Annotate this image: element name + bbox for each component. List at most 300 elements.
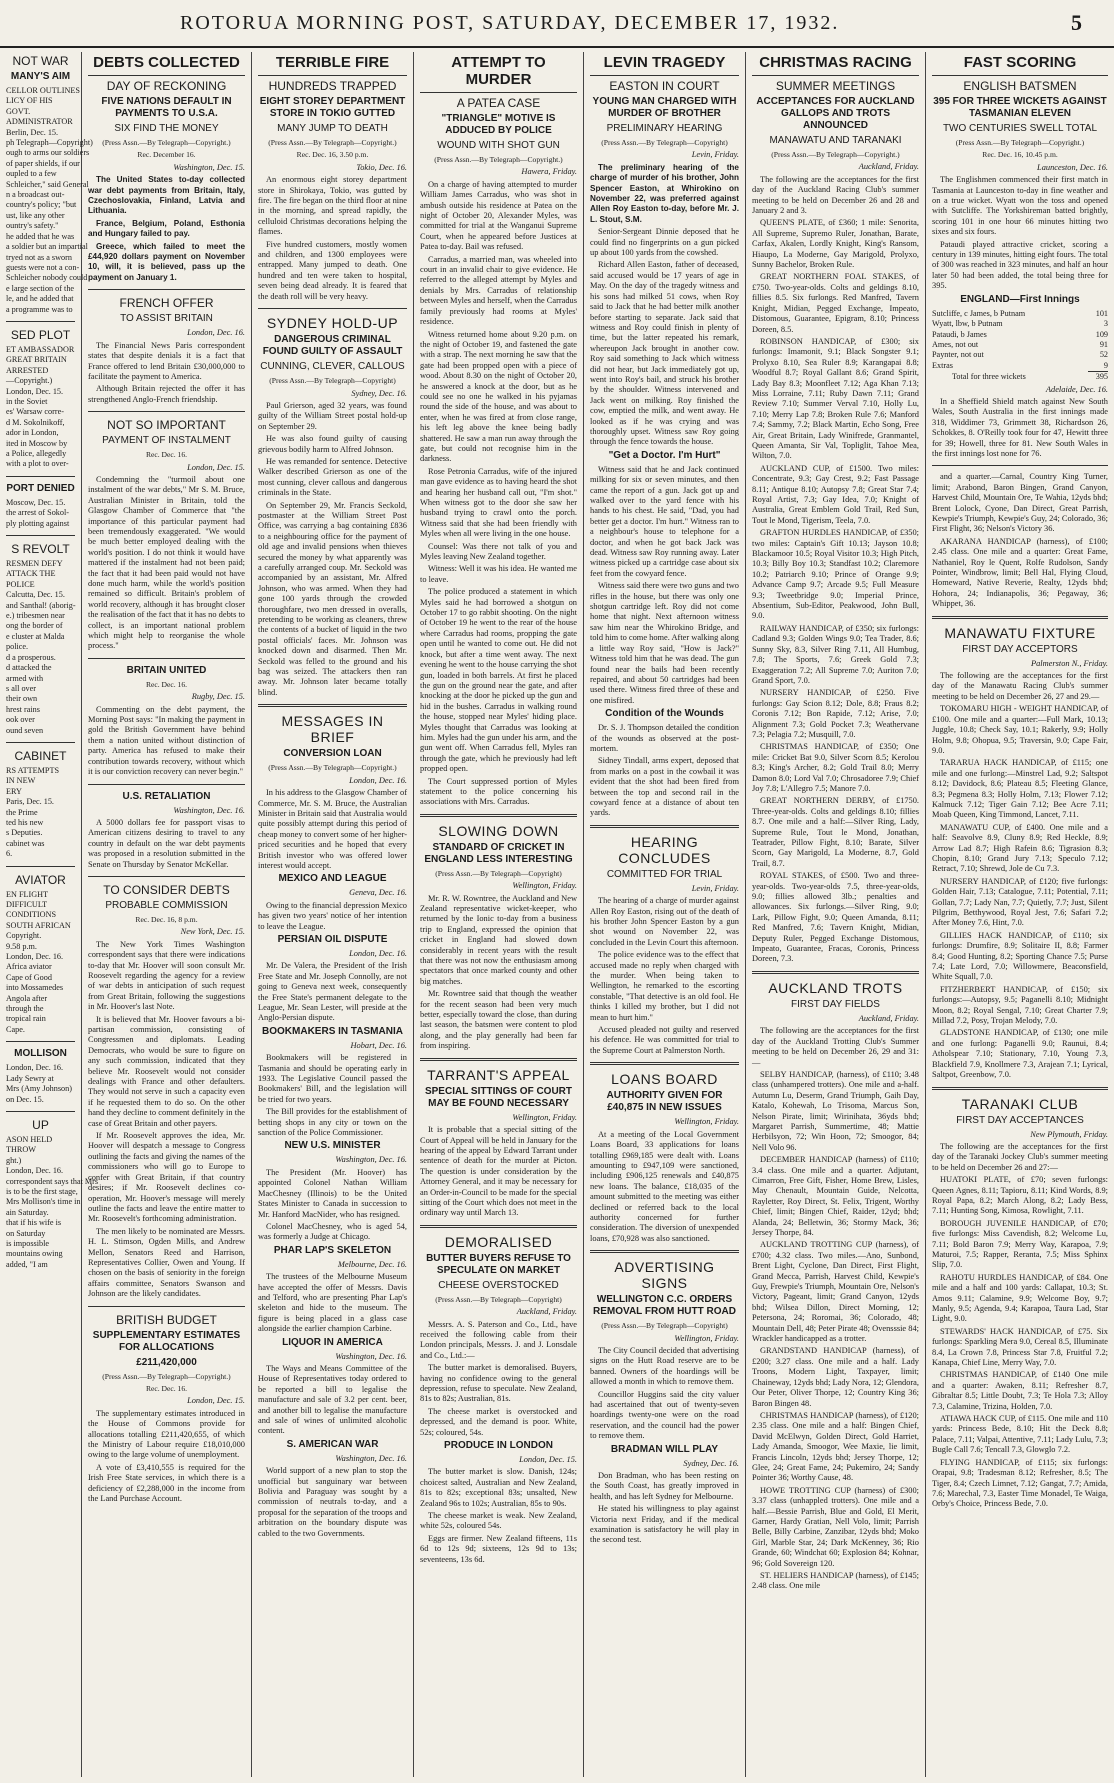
fragment-text	[6, 1134, 99, 1270]
subheadline: CONVERSION LOAN	[283, 748, 382, 760]
fragment-line: ted his new	[6, 817, 44, 827]
subheadline: CUNNING, CLEVER, CALLOUS	[260, 361, 405, 373]
table-row	[932, 319, 1108, 329]
byline: (Press Assn.—By Telegraph—Copyright.)	[955, 138, 1085, 147]
headline: LOANS BOARD	[611, 1071, 718, 1088]
fragment-line: ook over	[6, 715, 35, 725]
paragraph: Witness: Well it was his idea. He wanted me to leave.	[420, 564, 577, 584]
subheadline: DANGEROUS CRIMINAL FOUND GUILTY OF ASSAULT	[262, 334, 403, 358]
batsman: Wyatt, lbw, b Putnam	[932, 319, 1003, 329]
divider	[590, 1250, 739, 1253]
divider	[932, 616, 1108, 619]
divider	[88, 876, 245, 877]
runs: 3	[1103, 319, 1108, 329]
paragraph: TOKOMARU HIGH - WEIGHT HANDICAP, of £100. One mile and a quarter:—Full Mark, 10.13; Juggle, 10.8; Check Say, 10.1; Rakerly, 9.9; Holly Holm, 9.8; Ohopua, 9.5; Traversin, 9.0; Cape Fair, 9.0.	[932, 704, 1108, 755]
paragraph: GREAT NORTHERN DERBY, of £1750. Three-year-olds. Colts and geldings 8.10; fillies 8.7. One mile and a half:—Silver Ring, Lady, Supreme Rule, Tout le Mond, Jonathan, Teatrader, Pillow Fight, 8.10; Barate, Silver Scorn, Gay Marigold, La Moderne, 8.7, Gold Trail, 8.7.	[752, 796, 919, 868]
divider	[88, 411, 245, 412]
paragraph: The trustees of the Melbourne Museum have accepted the offer of Messrs. Davis and Telford, who are presenting Phar Lap's skeleton and hide to the museum. The figure is being placed in a glass case alongside the earlier champion Carbine.	[258, 1272, 407, 1334]
paragraph: CHRISTMAS HANDICAP (harness), of £120; 2.35 class. One mile and a half: Bingen Chief, David McElwyn, Golden Direct, Gold Harriet, Lady Amanda, Smoogor, Wee Maxie, lie limit, Francis Lincoln, 12yds bhd; Jersey Thorpe, 12; Glee, 24; Great Fame, 24; Pukemiro, 24; Sandy Pointer 36; Worthy Cause, 48.	[752, 1410, 919, 1483]
byline: (Press Assn.—By Telegraph—Copyright.)	[771, 150, 900, 159]
paragraph: In a Sheffield Shield match against New South Wales, South Australia in the first innings made 318, Widdimer 73, Grimmett 38, Richardson 26, Schokkes, 8. O'Reilly took four for 47, Hewitt three for 39; Howell, three for 81. New South Wales in the first innings lost none for 76.	[932, 396, 1108, 458]
fragment-line: through the	[6, 1004, 44, 1014]
subheadline: NEW U.S. MINISTER	[284, 1140, 381, 1152]
paragraph: HOWE TROTTING CUP (harness) of £300; 3.37 class (unhappled trotters). One mile and a half.—Bessie Parrish, Blue and Gold, El Merit, Garner, Hardy Gratian, Nell Volo, limit; Parrish Belle, Billy Carbine, Zanzibar, 12yds bhd; Moko Girl, Marble Star, 24; Dark McKenney, 36; Rio Grande, 60; Windchat 60; Explosion 84; Kohnar, 96; Gold Sovereign 120.	[752, 1485, 919, 1568]
fragment-line: e cluster at Malda	[6, 631, 65, 641]
subheadline: YOUNG MAN CHARGED WITH MURDER OF BROTHER	[592, 96, 737, 119]
subheadline: HUNDREDS TRAPPED	[268, 79, 397, 93]
subheadline: MANAWATU AND TARANAKI	[769, 135, 902, 146]
headline: SLOWING DOWN	[438, 822, 559, 839]
paragraph: The men likely to be nominated are Messrs. H. L. Stimson, Ogden Mills, and Andrew Mellon, Senators Reed and Harrison, Representatives Collier, Owen and Young. If chosen on the basis of seniority in the foreign affairs committee, Senators Swanson and Johnson are the likely candidates.	[88, 1226, 245, 1299]
subheadline: FIVE NATIONS DEFAULT IN PAYMENTS TO U.S.A.	[101, 96, 232, 119]
fragment-text	[6, 498, 75, 529]
subheadline: "TRIANGLE" MOTIVE IS ADDUCED BY POLICE	[441, 113, 556, 136]
paragraph: If Mr. Roosevelt approves the idea, Mr. Hoover will despatch a message to Congress outlining the facts and giving the names of the commissioners who will go to Europe to confer with Great Britain, if that country desires; if Mr. Roosevelt declines co-operation, Mr. Hoover's message will merely outline the facts and leave the entire matter to Mr. Roosevelt's forthcoming administration.	[88, 1131, 245, 1224]
paragraph: GILLIES HACK HANDICAP, of £110; six furlongs: Drumfire, 8.9; Solitaire II, 8.8; Farmer 8.4; Good Hunting, 8.2; Sporting Chance 7.5; Purse 7.4; Late Lord, 7.0; Willowmere, Beaconsfield, White Squall, 7.0.	[932, 930, 1108, 982]
subheadline: £211,420,000	[136, 1356, 197, 1368]
fragment-line: and Santhal! (aborig-	[6, 600, 76, 610]
fragment-line: Paris, Dec. 15.	[6, 797, 54, 807]
paragraph: The Bill provides for the establishment of betting shops in any city or town on the sanction of the Police Commissioner.	[258, 1107, 407, 1138]
headline: AUCKLAND TROTS	[768, 979, 903, 996]
fragment-line: ARRESTED	[6, 365, 49, 375]
fragment-line: n a broadcast out-	[6, 190, 65, 200]
headline: NOT SO IMPORTANT	[107, 418, 226, 433]
paragraph: The following are the acceptances for the first day of the Taranaki Jockey Club's summer meeting to be held on December 26 and 27:—	[932, 1141, 1108, 1172]
headline: TARANAKI CLUB	[961, 1095, 1079, 1112]
fragment-line: ound seven	[6, 725, 44, 735]
fragment-line: THROW	[6, 1145, 37, 1155]
scorecard	[932, 309, 1108, 383]
paragraph: Witness returned home about 9.20 p.m. on the night of October 19, and fastened the gate with a strap. The next morning he saw that the gate had been propped open with a piece of wood. About 8.30 on the night of October 20, he answered a knock at the door, but as he could see no one he walked in his pyjamas round the side of the house, and was about to enter, when he was fired at from close range, his left leg above the knee being badly shattered. He saw a man run away through the gate, but could not recognise him in the darkness.	[420, 329, 577, 464]
fragment-line: ply plotting against	[6, 518, 70, 528]
divider	[6, 476, 75, 477]
divider	[6, 742, 75, 743]
divider	[590, 825, 739, 828]
fragment-line: POLICE	[6, 579, 35, 589]
paragraph: Mr. De Valera, the President of the Irish Free State and Mr. Joseph Connolly, are not going to Geneva next week, consequently the Free State's permanent delegate to the League, Mr. Sean Lester, will preside at the Anglo-Persian dispute.	[258, 961, 407, 1023]
paragraph: The President (Mr. Hoover) has appointed Colonel Nathan William MacChesney (Illinois) to be the United States Minister to Canada in succession to Mr. Hanford MacNider, who has resigned.	[258, 1167, 407, 1219]
fragment-line: Angola after	[6, 993, 48, 1003]
divider	[88, 1306, 245, 1307]
table-row	[932, 361, 1108, 372]
headline: LEVIN TRAGEDY	[590, 54, 739, 76]
paragraph: A vote of £3,410,555 is required for the Irish Free State services, in which there is a deficiency of £2,288,000 in the income from the Land Purchase Account.	[88, 1462, 245, 1504]
total-label: Total for three wickets	[952, 371, 1026, 381]
runs: 109	[1095, 329, 1108, 339]
masthead	[0, 0, 1114, 48]
paragraph: Rose Petronia Carradus, wife of the injured man gave evidence as to having heard the shot and hearing her husband call out, "I'm shot." When witness got to the door she saw her husband trying to crawl onto the porch. Witness said that she had been friendly with Myles when all were living in the one house.	[420, 466, 577, 539]
paragraph: Councillor Huggins said the city valuer had ascertained that out of twenty-seven hoardings twenty-one were on the road reservation, and the council had the power to remove them.	[590, 1389, 739, 1441]
total-runs: 395	[1088, 372, 1108, 383]
fragment-line: d M. Sokolnikoff,	[6, 417, 65, 427]
fragment-line: ough to arms our soldiers	[6, 148, 90, 158]
fragment-line: ong the border of	[6, 621, 63, 631]
subheadline: FIRST DAY ACCEPTANCES	[956, 1114, 1084, 1126]
subheadline: PAYMENT OF INSTALMENT	[102, 435, 231, 447]
fragment-line: into Mossamedes	[6, 983, 64, 993]
column-murder	[414, 52, 584, 1777]
fragment-line: police.	[6, 642, 29, 652]
headline: FAST SCORING	[932, 54, 1108, 76]
paragraph: The City Council decided that advertising signs on the Hutt Road reserve are to be banned. Owners of the hoardings will be allowed a month in which to remove them.	[590, 1345, 739, 1387]
fragment-line: London, Dec. 15.	[6, 386, 64, 396]
paragraph: FLYING HANDICAP, of £115; six furlongs: Orapai, 9.8; Tradesman 8.12; Refresher, 8.5; The Tiger, 8.4; Czech Limnet, 7.12; Gangat, 7.7; Amida, 7.6; Marechal, 7.3, Easter Time Monadel, Te Waiga, Orby's Choice, Princess Bede, 7.0.	[932, 1457, 1108, 1509]
fragment-line: is to be the first stage,	[6, 1186, 78, 1196]
dateline: Sydney, Dec. 16.	[351, 388, 407, 398]
subheadline: A PATEA CASE	[456, 96, 541, 110]
paragraph: Richard Allen Easton, father of deceased, said accused would be 17 years of age in May. On the day of the tragedy witness and his sons had milked 51 cows, when Roy said to Jack that he had better milk another before starting to separate. Jack said that witness and Roy could finish in plenty of time, but the latter repeated his remark, whereupon Jack brought in another cow. Roy said something to Jack which witness did not hear, but Jack immediately got up, went into Roy's bail, and struck his brother by the shoulder. Witness intervened and Jack went on milking. Roy finished the cow, emptied the milk, and went away. He looked as if he was crying and was thoroughly upset. Witness saw Roy going through the fence towards the house.	[590, 260, 739, 447]
fragment-line: s all over	[6, 683, 37, 693]
fragment-line: with a plot to over-	[6, 459, 69, 469]
subheadline: MEXICO AND LEAGUE	[278, 873, 387, 885]
paragraph: HUATOKI PLATE, of £70; seven furlongs: Queen Agnes, 8.11; Tapioru, 8.11; Kind Words, 8.9; Royal Papa, 8.2; March Along, 8.2; Lady Bess, 7.11; Hunting Song, Kimosa, Rowlight, 7.11.	[932, 1175, 1108, 1216]
paragraph: Carradus, a married man, was wheeled into court in an invalid chair to give evidence. He referred to the alleged attempt by Myles and denials by Mrs. Carradus of relationship between Myles and herself, when the Carradus family previously had rooms at Myles' residence.	[420, 254, 577, 327]
runs: 52	[1099, 350, 1108, 360]
column-cricket	[926, 52, 1114, 1777]
divider	[6, 321, 75, 322]
fragment-line: EN FLIGHT	[6, 889, 49, 899]
fragment-line: SOUTH AFRICAN	[6, 920, 71, 930]
paragraph: ST. HELIERS HANDICAP (harness), of £145; 2.48 class. One mile	[752, 1571, 919, 1591]
byline: (Press Assn.—By Telegraph—Copyright.)	[434, 155, 563, 164]
paragraph: Witness said there were two guns and two rifles in the house, but there was only one shotgun cartridge left. Roy did not come home that night. Next afternoon witness saw him near the Whirokino Bridge, and told him to come home. After walking along a little way Roy said, "How is Jack?" Witness told him that he was dead. The gun found near the bails had been recently repaired, and about 50 cartridges had been used there. Witness fired three of these and one misfired.	[590, 581, 739, 705]
subheadline: PROBABLE COMMISSION	[105, 899, 228, 911]
dateline: Washington, Dec. 16.	[335, 1351, 407, 1361]
headline: DEBTS COLLECTED	[88, 54, 245, 76]
fragment-line: ght.)	[6, 1155, 22, 1165]
paragraph: Condemning the "turmoil about one instalment of the war debts," Mr S. M. Bruce, Australian Minister in Britain, told the Glasgow Chamber of Commerce that "the importance of this particular payment had been tremendously exaggerated. "We would be much better employed dealing with the world's position. I do not think it would have mattered if the instalment had not been paid; the fact that it had been paid would not have done much harm, while the world's position remained so difficult. Britain's problem of world recovery, although it has brought closer the realisation of the fact that it has no debts to collect, is an important national problem which might help to reorganise the whole process."	[88, 474, 245, 651]
subheadline: SIX FIND THE MONEY	[114, 123, 219, 134]
subheadline: BRADMAN WILL PLAY	[610, 1443, 719, 1455]
received-date: Rec. December 16.	[137, 150, 196, 160]
paragraph: The butter market is slow. Danish, 124s; choicest salted, Australian and New Zealand, 81s to 82s; exceptional 83s; unsalted, New Zealand 96s to 102s; Australian, 85s to 90s.	[420, 1467, 577, 1508]
fragment-line: Cape.	[6, 1024, 25, 1034]
fragment-line: tryed not as a sworn	[6, 252, 72, 262]
dateline: Palmerston N., Friday.	[1030, 658, 1108, 668]
subheadline: WELLINGTON C.C. ORDERS REMOVAL FROM HUTT ROAD	[593, 1294, 736, 1318]
fragment-line: —Copyright.)	[6, 376, 53, 386]
subheadline: FIRST DAY ACCEPTORS	[962, 643, 1078, 655]
subheadline: SUMMER MEETINGS	[775, 79, 896, 93]
fragment-line: LICY OF HIS	[6, 96, 53, 106]
subheadline: BOOKMAKERS IN TASMANIA	[262, 1025, 403, 1037]
subheadline: FIRST DAY FIELDS	[791, 998, 880, 1010]
fragment-line: hrest rains	[6, 704, 40, 714]
paragraph: France, Belgium, Poland, Esthonia and Hungary failed to pay.	[88, 218, 245, 239]
fragment-line: tropical rain	[6, 1014, 46, 1024]
fragment-line: Lady Sewry at	[6, 1073, 54, 1083]
fragment-line: on Dec. 15.	[6, 1094, 44, 1104]
headline: ADVERTISING SIGNS	[614, 1259, 715, 1292]
paragraph: The Financial News Paris correspondent states that despite denials it is a fact that France offered to lend Britain £30,000,000 to facilitate the payment to America.	[88, 340, 245, 381]
fragment-text	[6, 345, 75, 470]
paragraph: World support of a new plan to stop the unofficial but sanguinary war between Bolivia and Paraguay was sought by a commission of neutrals to-day, and a proposal for the separation of the troops and arbitration on the boundary dispute was cabled to the two Governments.	[258, 1466, 407, 1538]
subheadline: ACCEPTANCES FOR AUCKLAND GALLOPS AND TROTS ANNOUNCED	[756, 96, 915, 131]
fragment-line: a Police, allegedly	[6, 449, 67, 458]
divider	[590, 1062, 739, 1065]
fragment-line: London, Dec. 16.	[6, 952, 64, 962]
fragment-line: RESMEN DEFY	[6, 559, 63, 569]
headline: BRITISH BUDGET	[116, 1312, 217, 1327]
paragraph: Paul Grierson, aged 32 years, was found guilty of the William Street postal hold-up on September 29.	[258, 400, 407, 431]
paragraph: An enormous eight storey department store in Shirokaya, Tokio, was gutted by fire. The fire began on the third floor at nine in the morning, and spread rapidly, the celluloid Christmas decorations helping the flames.	[258, 175, 407, 237]
paragraph: The supplementary estimates introduced in the House of Commons provide for allocations totalling £211,420,655, of which the Ministry of Labour require £18,010,000 owing to the large volume of unemployment.	[88, 1408, 245, 1460]
paragraph: DECEMBER HANDICAP (harness) of £110; 3.4 class. One mile and a quarter. Adjutant, Cimarron, Free Gift, Fisher, Home Brew, Lisles, May Chenault, Mountain Guide, Nelcotta, Rayletter, Roy Direct, St. Felix, Trigent, Worthy Chief, limit; Bingen Chief, Raider, 12yd; bhd; Alanda, 24; Belletwin, 36; Stormy Mack, 36; Jersey Thorpe, 84.	[752, 1155, 919, 1237]
headline: TO CONSIDER DEBTS	[103, 882, 230, 897]
dateline: Wellington, Friday.	[674, 1333, 739, 1343]
dateline: London, Dec. 15.	[187, 1396, 245, 1406]
fragment-line: country's policy; "but	[6, 200, 77, 210]
headline: NOT WAR	[12, 54, 69, 68]
fragment-line: he added that he was	[6, 231, 75, 241]
fragment-line: GREAT BRITAIN	[6, 355, 67, 365]
fragment-line: le, and he added that	[6, 294, 74, 304]
fragment-line: London, Dec. 16.	[6, 1166, 64, 1176]
fragment-line: 9.58 p.m.	[6, 941, 37, 951]
headline: AVIATOR	[15, 872, 66, 887]
table-row	[932, 330, 1108, 340]
fragment-text	[6, 86, 93, 315]
headline: FRENCH OFFER	[119, 296, 214, 311]
batsman: Pataudi, b James	[932, 329, 987, 339]
fragment-line: the arrest of Sokol-	[6, 508, 69, 518]
headline: U.S. RETALIATION	[122, 790, 211, 802]
fragment-line: Africa aviator	[6, 962, 52, 972]
paragraph: AUCKLAND TROTTING CUP (harness), of £700; 4.32 class. Two miles.—Ano, Sunbond, Brent Light, Cyclone, Dan Direct, First Flight, Grand Mecca, Parrish, Harvest Child, Kewpie's Guy, Frewpie's Triumph, Mountain Ore, Nelson's Victory, Pageant, limit; Grand Canyon, 12yds bhd; Wilsea Dillon, Direct Morning, 12; Petersona, 24; Roromai, 36; Colorado, 48; Mountain Dell, 48; Peter Pirate 48; Ovensssie 84; Wrackler handicapped as a trotter.	[752, 1240, 919, 1344]
paragraph: Dr. S. J. Thompson detailed the condition of the wounds as observed at the post-mortem.	[590, 723, 739, 753]
fragment-line: Mrs (Amy Johnson)	[6, 1084, 72, 1094]
dateline: Rugby, Dec. 15.	[191, 692, 245, 702]
divider	[258, 308, 407, 309]
byline: (Press Assn.—By Telegraph—Copyright.)	[268, 763, 397, 773]
fragment-line: armed with	[6, 673, 44, 683]
fragment-line: a programme was to	[6, 304, 73, 314]
byline: (Press Assn.—By Telegraph—Copyright.)	[102, 138, 231, 147]
fragment-line: ERY	[6, 786, 22, 796]
batsman: Paynter, not out	[932, 350, 984, 360]
divider	[932, 465, 1108, 466]
fragment-line: that if his wife is	[6, 1218, 62, 1228]
byline: (Press Assn.—By Telegraph—Copyright)	[435, 868, 562, 878]
dateline: Wellington, Friday.	[674, 1117, 739, 1127]
fragment-line: of paper shields, if our	[6, 158, 80, 168]
headline: S REVOLT	[11, 542, 70, 557]
fragment-line: GOVT.	[6, 106, 31, 116]
paragraph: It is believed that Mr. Hoover favours a bi-partisan commission, consisting of Congressmen and diplomats. Leading Democrats, who would be sure to figure on any such commission, indicated that they believe Mr. Roosevelt would not consider dealings with France and other defaulters. They would not serve in such a capacity even if he requested them to do so. On the other hand they decline to comment definitely in the case of Great Britain and other payers.	[88, 1014, 245, 1128]
paragraph: STEWARDS' HACK HANDICAP, of £75. Six furlongs: Sparkling Mera 9.0, Cereal 8.5, Illuminate 8.4, La Crown 7.8, Princess Star 7.8, Fruitful 7.2; Kanapa, Chief Line, Merry Way, 7.0.	[932, 1326, 1108, 1368]
fragment-line: ATTACK THE	[6, 569, 56, 579]
divider	[420, 1225, 577, 1228]
subheadline: COMMITTED FOR TRIAL	[606, 868, 723, 880]
paragraph: The Ways and Means Committee of the House of Representatives today ordered to be reported a bill to legalise the manufacture and sale of 3.2 per cent. beer, and another bill to legalise the manufacture and sale of wines of unlimited alcoholic content.	[258, 1363, 407, 1436]
dateline: Washington, Dec. 16.	[335, 1155, 407, 1165]
dateline: London, Dec. 15.	[519, 1455, 577, 1465]
crosshead: Condition of the Wounds	[605, 708, 724, 720]
subheadline: LIQUOR IN AMERICA	[282, 1336, 383, 1348]
dateline: Levin, Friday.	[691, 150, 739, 160]
headline: DEMORALISED	[444, 1233, 553, 1250]
paragraph: Don Bradman, who has been resting on the South Coast, has greatly improved in health, and has left Sydney for Melbourne.	[590, 1471, 739, 1501]
page-number: 5	[1071, 10, 1082, 35]
paragraph: Bookmakers will be registered in Tasmania and should be operating early in 1933. The Legislative Council passed the Bookmakers' Bill, and the legislation will be tried for two years.	[258, 1053, 407, 1104]
headline: ATTEMPT TO MURDER	[420, 54, 577, 93]
paragraph: The following are the acceptances for the first day of the Manawatu Racing Club's summer meeting to be held on December 26, 27 and 29.—	[932, 671, 1108, 701]
fragment-line: guests were not a con-	[6, 262, 80, 272]
dateline: Levin, Friday.	[691, 883, 739, 893]
paragraph: and a quarter.—Carnal, Country King Turner, limit; Arabond, Baron Bingen, Grand Canyon, Harvest Child, Mountain Ore, Te Wahia, 12yds bhd; Brent Lolock, Cyone, Dan Direct, Great Parrish, Kewpie's Triumph, Kewpie's Guy, 24; Colorado, 36; First Flight, 36; Nelson's Victory 36.	[932, 472, 1108, 534]
headline: PORT DENIED	[6, 482, 75, 494]
subheadline: MANY'S AIM	[10, 71, 71, 82]
table-row	[932, 309, 1108, 319]
batsman: Sutcliffe, c James, b Putnam	[932, 308, 1026, 318]
fragment-line: ADMINISTRATOR	[6, 117, 73, 127]
headline: MESSAGES IN BRIEF	[281, 713, 384, 746]
subheadline: PERSIAN OIL DISPUTE	[277, 933, 388, 945]
divider	[752, 971, 919, 974]
table-row-total	[932, 372, 1108, 383]
divider	[420, 814, 577, 817]
fragment-line: ountry's safety."	[6, 221, 59, 231]
fragment-line: their own	[6, 694, 38, 704]
fragment-line: ited in Moscow by	[6, 438, 68, 448]
paragraph: The following are the acceptances for the first day of the Auckland Racing Club's summer meeting to be held on December 26 and 28 and January 2 and 3.	[752, 174, 919, 216]
fragment-line: d a prosperous.	[6, 652, 56, 662]
fragment-line: in the Soviet	[6, 396, 48, 406]
fragment-text	[6, 766, 75, 860]
subheadline: PHAR LAP'S SKELETON	[273, 1244, 392, 1256]
fragment-line: Calcutta, Dec. 15.	[6, 590, 65, 600]
subheadline: TWO CENTURIES SWELL TOTAL	[942, 123, 1098, 134]
paragraph: RAILWAY HANDICAP, of £350; six furlongs: Cadland 9.3; Golden Wings 9.0; Tea Trader, 8.6; Sunny Sky, 8.3, Silver Ring 7.11, All Humbug, 7.8; The Sports, 7.6; Greek Gold 7.3; Exaggeration 7.2; All Supreme 7.0; Auriton 7.0; Grand Sport, 7.0.	[752, 623, 919, 685]
divider	[6, 535, 75, 536]
dateline: New Plymouth, Friday.	[1030, 1129, 1108, 1139]
paragraph: SELBY HANDICAP, (harness), of £110; 3.48 class (unhampered trotters). One mile and a-half. Autumn Lu, Deserm, Grand Triumph, Gaih Day, Katalo, Kohewah, Lo Trisoma, Marcus Son, Nelson Pirate, limit; Wirinihata, 36yds bhd; Margaret Parrish, Summertime, 48; Mattie Herbilsyon, 72; Win Hoon, 72; Smoogor, 84; Nell Volo 96.	[752, 1069, 919, 1152]
received-date: Rec. Dec. 16, 10.45 p.m.	[982, 150, 1058, 160]
fragment-line: added, "I am	[6, 1259, 48, 1269]
fragment-line: Copyright.	[6, 931, 42, 941]
headline: TERRIBLE FIRE	[258, 54, 407, 76]
paragraph: He was remanded for sentence. Detective Walker described Grierson as one of the most cunning, clever callous and dangerous criminals in the State.	[258, 456, 407, 498]
dateline: Wellington, Friday.	[512, 1112, 577, 1122]
paragraph: ROBINSON HANDICAP, of £300; six furlongs: Imamonit, 9.1; Black Songster 9.1; Prolyxo 8.10, Sea Ruler 8.9; Karangapai 8.8; Woodful 8.7; Royal Gallant 8.6; Grand Spirit, Lady Bay 8.3; Moonfleet 7.12; Aga Khan 7.13; Miss Lorraine, 7.11; Ruby Dawn 7.11; Grand Review 7.10; Summer Verval 7.10, Holly Lu, 7.10; Merry Lap 7.8; Broken Rule 7.6; Manford 7.4; Sammy, 7.2; Black Martin, Echo Song, Free Air, Great Britain, Lady Winifrede, Granmantel, Queen Amanta, Sir Val, Topliglit, Tahoe Mea, Wilton, 7.0.	[752, 336, 919, 461]
divider	[88, 658, 245, 659]
paragraph: Accused pleaded not guilty and reserved his defence. He was committed for trial to the Supreme Court at Palmerston North.	[590, 1025, 739, 1055]
paragraph: GRANDSTAND HANDICAP (harness), of £200; 3.27 class. One mile and a half. Lady Troons, Modern Light, Taxpayer, limit; Chaineway, 12yds bhd; Lady Nora, 12; Glendora, Our Peter, Oliver Thorpe, 12; Country King 36; Baron Bingen 48.	[752, 1346, 919, 1408]
dateline: Adelaide, Dec. 16.	[1045, 384, 1108, 394]
divider	[88, 784, 245, 785]
paragraph: The Court suppressed portion of Myles statement to the police concerning his associations with Mrs. Carradus.	[420, 776, 577, 807]
headline: SED PLOT	[10, 327, 71, 342]
paragraph: AUCKLAND CUP, of £1500. Two miles: Concentrate, 9.3; Gay Crest, 9.2; Fast Passage 8.11; Antique 8.10; Autopsy 7.8; Great Star 7.4; Royal Artist, 7.3; Gay Idea, 7.0; Knight of Australia, Great Emblem Gold Trail, Red Sun, Tout le Mond, Tigerism, Teela, 7.0.	[752, 463, 919, 525]
paragraph: GREAT NORTHERN FOAL STAKES, of £750. Two-year-olds. Colts and geldings 8.10, fillies 8.5. Six furlongs. Red Manfred, Tavern Knight, Midian, Pegged Exchange, Impeato, Distomous, Guarantee, Epigram, 8.10; Princess Doreen, 8.5.	[752, 272, 919, 334]
fragment-text	[6, 1063, 75, 1105]
subheadline: STANDARD OF CRICKET IN ENGLAND LESS INTERESTING	[424, 841, 573, 865]
fragment-line: RS ATTEMPTS	[6, 765, 60, 775]
dateline: Geneva, Dec. 16.	[349, 888, 407, 898]
paragraph: He was also found guilty of causing grievous bodily harm to Alfred Johnson.	[258, 434, 407, 454]
dateline: Washington, Dec. 16.	[335, 1453, 407, 1463]
fragment-line: cabinet was	[6, 838, 45, 848]
fragment-line: correspondent says that Mrs	[6, 1176, 99, 1186]
fragment-line: the Prime	[6, 807, 38, 817]
fragment-line: Moscow, Dec. 15.	[6, 497, 66, 507]
dateline: Wellington, Friday.	[512, 881, 577, 891]
subheadline: PRELIMINARY HEARING	[606, 123, 723, 134]
fragment-line: IN NEW	[6, 776, 36, 786]
received-date: Rec. Dec. 16.	[145, 450, 188, 460]
paragraph: A 5000 dollars fee for passport visas to American citizens desiring to travel to any country in default on the war debt payments was proposed in a resolution submitted in the Senate on Thursday by Senator McKellar.	[88, 817, 245, 869]
paragraph: Colonel MacChesney, who is aged 54, was formerly a Judge at Chicago.	[258, 1221, 407, 1242]
subheadline: EASTON IN COURT	[609, 79, 720, 93]
divider	[932, 1087, 1108, 1090]
paragraph: MANAWATU CUP, of £400. One mile and a half: Seavolve 8.9, Cluny 8.9; Red Heckle, 8.9; Arrow Lad 8.7; High Rafein 8.6; Tigrasion 8.3; Chopin, 8.10; Grand Jury 7.13; Speculo 7.12; Retract, 7.10; Shrewd, Jole de Cu 7.3.	[932, 822, 1108, 874]
headline: TARRANT'S APPEAL	[427, 1066, 570, 1083]
runs: 91	[1099, 339, 1108, 349]
paragraph: The preliminary hearing of the charge of murder of his brother, John Spencer Easton, at Whirokino on November 22, was preferred against Allen Roy Easton to-day, before Mr. J. L. Stout, S.M.	[590, 162, 739, 224]
dateline: Auckland, Friday.	[858, 162, 919, 172]
dateline: Auckland, Friday.	[516, 1307, 577, 1317]
paragraph: The United States to-day collected war debt payments from Britain, Italy, Czechoslovakia, Finland, Latvia and Lithuania.	[88, 175, 245, 216]
runs: 9	[1103, 360, 1108, 370]
subheadline: DAY OF RECKONING	[106, 79, 227, 93]
paragraph: Greece, which failed to meet the £44,920 dollars payment on November 10, will, it is believed, pass up the payment on January 1.	[88, 241, 245, 282]
paragraph: Owing to the financial depression Mexico has given two years' notice of her intention to leave the League.	[258, 900, 407, 931]
received-date: Rec. Dec. 16.	[145, 1383, 188, 1393]
fragment-line: ET AMBASSADOR	[6, 344, 75, 354]
byline: (Press Assn.—By Telegraph—Copyright)	[601, 138, 728, 147]
headline: CHRISTMAS RACING	[752, 54, 919, 76]
paragraph: He stated his willingness to play against Victoria next Friday, and if the medical examination is satisfactory he will play in the second test.	[590, 1504, 739, 1545]
headline: UP	[32, 1117, 49, 1132]
dateline: Hobart, Dec. 16.	[350, 1040, 407, 1050]
headline: CABINET	[14, 748, 67, 763]
fragment-line: Mrs Mollison's time in	[6, 1197, 81, 1207]
fragment-line: ain Saturday.	[6, 1207, 49, 1217]
dateline: Washington, Dec. 16.	[173, 805, 245, 815]
scorecard-title: ENGLAND—First Innings	[960, 293, 1080, 305]
paragraph: GRAFTON HURDLES HANDICAP, of £350; two miles: Captain's Gift 10.13; Jayson 10.8; Blackamoor 10.5; Royal Visitor 10.3; High Pitch, 10.3; Billy Boy 10.3; Standfast 10.2; Claremore 10.2; Patriarch 9.10; Prince of Orange 9.9; Advance Camp 9.7; Arcade 9.5; Full Measure 9.3; Tweetbridge 9.0; Imperial Prince, Absentium, Sub-Editor, Peakwood, John Bull, 9.0.	[752, 528, 919, 621]
fragment-line: es' Warsaw corre-	[6, 407, 64, 417]
column-racing	[746, 52, 926, 1777]
fragment-line: mountains owing	[6, 1249, 63, 1259]
paragraph: ROYAL STAKES, of £500. Two and three-year-olds. Two-year-olds 7.5, three-year-olds, 9.0; fillies allowed 3lb.; penalties and allowances. Six furlongs.—Silver Ring, 9.0; Lark, Pillow Fight, 9.0; Queen Amanda, 8.11; Red Manfred, 7.6; Tavern Knight, Midian, Deputy Ruler, Pegged Exchange Distomous, Impeato, Guarantee, Fracas, Coronis, Princess Doreen, 7.3.	[752, 871, 919, 964]
headline: BRITAIN UNITED	[126, 664, 207, 676]
fragment-line: CONDITIONS	[6, 910, 57, 920]
dateline: Washington, Dec. 15.	[173, 162, 245, 172]
paragraph: The cheese market is weak. New Zealand, white 52s, coloured 54s.	[420, 1511, 577, 1531]
divider	[258, 704, 407, 707]
subheadline: SUPPLEMENTARY ESTIMATES FOR ALLOCATIONS	[92, 1329, 241, 1353]
fragment-line: e.) tribesmen near	[6, 611, 65, 621]
table-row	[932, 340, 1108, 350]
paragraph: The following are the acceptances for the first day of the Auckland Trotting Club's Summer meeting to be held on December 26, 29 and 31:—	[752, 1026, 919, 1067]
subheadline: CHEESE OVERSTOCKED	[438, 1279, 559, 1291]
column-debts	[82, 52, 252, 1777]
dateline: London, Dec. 16.	[187, 328, 245, 338]
headline: MOLLISON	[14, 1048, 67, 1060]
paragraph: It is probable that a special sitting of the Court of Appeal will be held in January for the hearing of the appeal by Edward Tarrant under sentence of death for the murder at Picton. The question is under consideration by the Attorney General, and it may be necessary for an Order-in-Council to be made for the special sitting of the Court which does not meet in the ordinary way until March 13.	[420, 1125, 577, 1218]
subheadline: 395 FOR THREE WICKETS AGAINST TASMANIAN ELEVEN	[933, 96, 1107, 119]
fragment-line: Schleicher nobody could	[6, 273, 88, 283]
batsman: Extras	[932, 360, 953, 370]
paragraph: Eggs are firmer. New Zealand fifteens, 11s 6d to 12s 9d; sixteens, 12s 9d to 13s; seventeens, 13s 6d.	[420, 1533, 577, 1564]
paragraph: In his address to the Glasgow Chamber of Commerce, Mr. S. M. Bruce, the Australian Minister in Britain said that Australia would quite possibly attempt during this period of cheap money to convert some of her higher-priced securities and he hoped that every British investor who was offered lower interest would accept.	[258, 788, 407, 870]
byline: (Press Assn.—By Telegraph—Copyright)	[435, 1294, 562, 1304]
paragraph: Mr. Rowntree said that though the weather for the recent season had been very much better, especially toward the close, than during last season, the batsmen were content to plod along, and the play generally had been far from inspiring.	[420, 989, 577, 1051]
paragraph: Mr. R. W. Rowntree, the Auckland and New Zealand representative wicket-keeper, who returned by the Ionic to-day from a business trip to England, expressed the opinion that cricket in England had slowed down considerably in recent years with the result that there was not now the enthusiasm among spectators that once marked county and other big matches.	[420, 893, 577, 986]
dateline: London, Dec. 16.	[349, 948, 407, 958]
